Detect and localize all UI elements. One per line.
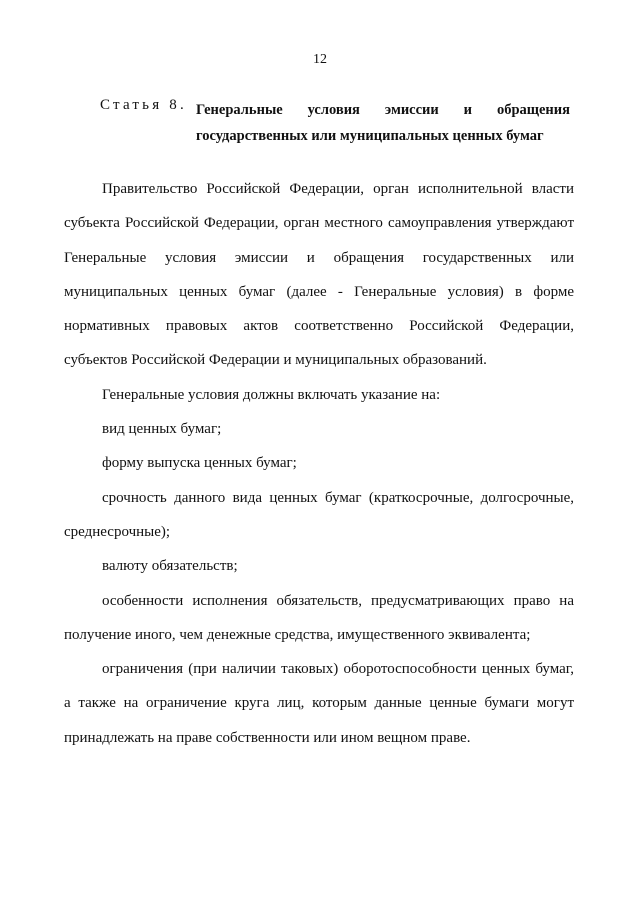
article-title-word: обращения xyxy=(496,102,570,118)
page-number: 12 xyxy=(313,52,327,67)
list-item-form: форму выпуска ценных бумаг; xyxy=(102,455,297,472)
article-title-word: эмиссии xyxy=(384,102,439,118)
paragraph-requirements: Генеральные условия должны включать указание на: xyxy=(102,386,441,403)
list-item-term: срочность данного вида ценных бумаг (краткосрочные, долгосрочные, среднесрочные); xyxy=(64,489,574,540)
list-item-currency: валюту обязательств; xyxy=(102,558,238,575)
list-item-type: вид ценных бумаг; xyxy=(102,421,222,438)
list-item-restrictions: ограничения (при наличии таковых) оборотоспособности ценных бумаг, а также на ограничение круга лиц, которым данные ценные бумаги могут принадлежать на праве собственности или ином вещном праве. xyxy=(64,661,574,746)
article-title-word: условия xyxy=(307,102,360,118)
article-title xyxy=(196,97,570,149)
article-title-line-1 xyxy=(196,97,570,123)
article-title-word: Генеральные xyxy=(196,102,283,118)
article-label: Статья 8. xyxy=(100,97,187,113)
list-item-obligations: особенности исполнения обязательств, предусматривающих право на получение иного, чем денежные средства, имущественного эквивалента; xyxy=(64,592,574,643)
article-body xyxy=(64,172,574,755)
paragraph-intro: Правительство Российской Федерации, орган исполнительной власти субъекта Российской Федерации, орган местного самоуправления утверждают Генеральные условия эмиссии и обращения государственных или муниципальных ценных бумаг (далее - Генеральные условия) в форме нормативных правовых актов соответственно Российской Федерации, субъектов Российской Федерации и муниципальных образований. xyxy=(64,181,574,369)
article-title-word: и xyxy=(463,102,473,118)
article-title-line-2: государственных или муниципальных ценных бумаг xyxy=(196,128,544,144)
